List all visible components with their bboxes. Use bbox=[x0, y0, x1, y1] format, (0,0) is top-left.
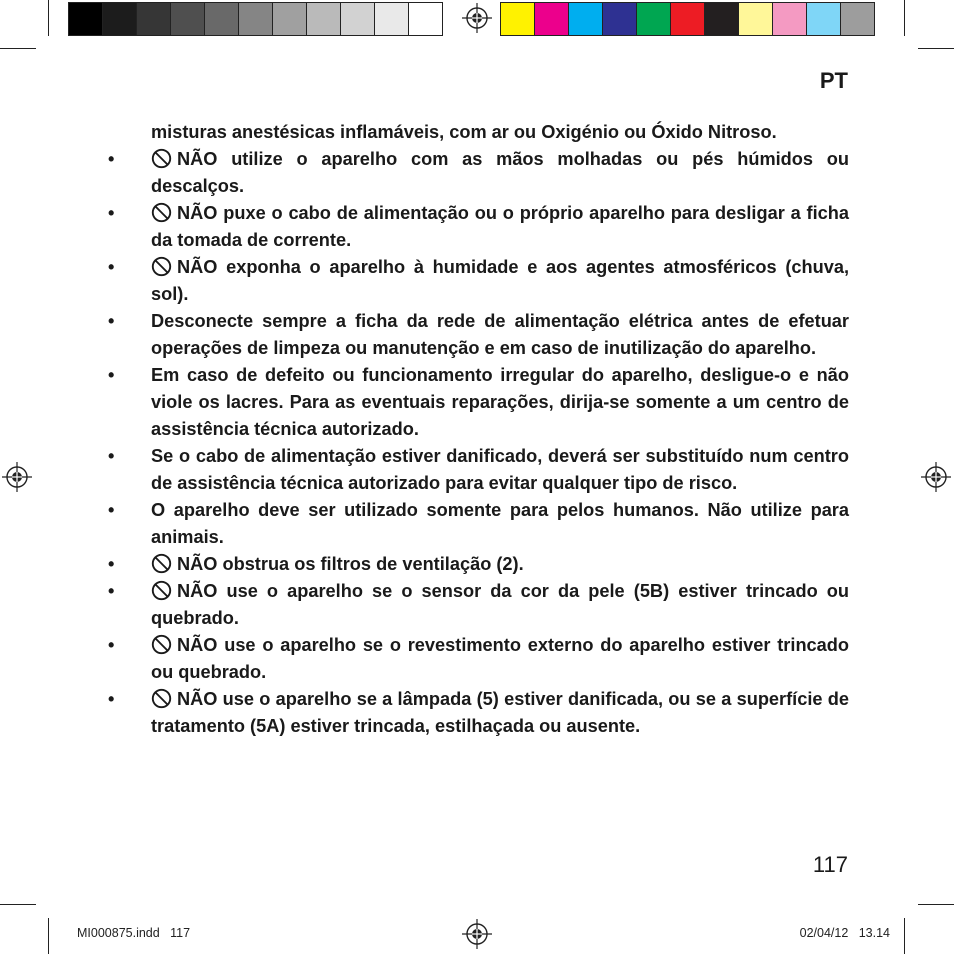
safety-warnings-text bbox=[108, 119, 849, 740]
color-swatch bbox=[807, 3, 841, 35]
list-item bbox=[108, 308, 849, 362]
prohibition-icon bbox=[151, 688, 172, 709]
crop-mark-bottom-right-h bbox=[918, 904, 954, 905]
list-item bbox=[108, 362, 849, 443]
color-swatch bbox=[205, 3, 239, 35]
crop-mark-bottom-left-h bbox=[0, 904, 36, 905]
list-item-text: NÃO puxe o cabo de alimentação ou o próprio aparelho para desligar a ficha da tomada de corrente. bbox=[151, 203, 849, 250]
list-item bbox=[108, 497, 849, 551]
bullet: • bbox=[108, 311, 115, 331]
prohibition-icon bbox=[151, 202, 172, 223]
slug-date-time: 02/04/12 13.14 bbox=[799, 926, 890, 940]
list-item-text: NÃO obstrua os filtros de ventilação (2). bbox=[177, 554, 524, 574]
list-item-text: O aparelho deve ser utilizado somente para pelos humanos. Não utilize para animais. bbox=[151, 500, 849, 547]
crop-mark-top-left-v bbox=[48, 0, 49, 36]
list-item bbox=[108, 578, 849, 632]
list-item-text: NÃO exponha o aparelho à humidade e aos agentes atmosféricos (chuva, sol). bbox=[151, 257, 849, 304]
color-swatch bbox=[603, 3, 637, 35]
color-swatch bbox=[705, 3, 739, 35]
crop-mark-top-right-h bbox=[918, 48, 954, 49]
color-swatch bbox=[273, 3, 307, 35]
registration-mark-left-icon bbox=[1, 461, 33, 493]
color-swatch bbox=[171, 3, 205, 35]
color-swatch bbox=[535, 3, 569, 35]
bullet: • bbox=[108, 446, 115, 466]
bullet: • bbox=[108, 635, 115, 655]
list-item bbox=[108, 551, 849, 578]
list-item bbox=[108, 254, 849, 308]
color-swatch bbox=[103, 3, 137, 35]
crop-mark-bottom-left-v bbox=[48, 918, 49, 954]
list-item-text: Em caso de defeito ou funcionamento irregular do aparelho, desligue-o e não viole os lacres. Para as eventuais reparações, dirija-se somente a um centro de assistência técnica autorizado. bbox=[151, 365, 849, 439]
slug-file-info: MI000875.indd 117 bbox=[77, 926, 191, 940]
list-item bbox=[108, 443, 849, 497]
bullet: • bbox=[108, 689, 115, 709]
color-swatch bbox=[341, 3, 375, 35]
color-swatch bbox=[137, 3, 171, 35]
list-item-text: NÃO utilize o aparelho com as mãos molhadas ou pés húmidos ou descalços. bbox=[151, 149, 849, 196]
color-swatch bbox=[569, 3, 603, 35]
prohibition-icon bbox=[151, 553, 172, 574]
warning-list bbox=[108, 146, 849, 740]
color-swatch bbox=[69, 3, 103, 35]
color-swatch bbox=[841, 3, 874, 35]
list-item-text: NÃO use o aparelho se o revestimento externo do aparelho estiver trincado ou quebrado. bbox=[151, 635, 849, 682]
crop-mark-top-left-h bbox=[0, 48, 36, 49]
color-swatch bbox=[307, 3, 341, 35]
list-item-text: Desconecte sempre a ficha da rede de alimentação elétrica antes de efetuar operações de limpeza ou manutenção e em caso de inutilização do aparelho. bbox=[151, 311, 849, 358]
color-swatch bbox=[375, 3, 409, 35]
process-color-bar bbox=[500, 2, 875, 36]
bullet: • bbox=[108, 257, 115, 277]
registration-mark-right-icon bbox=[920, 461, 952, 493]
page-number: 117 bbox=[812, 852, 848, 877]
bullet: • bbox=[108, 581, 115, 601]
bullet: • bbox=[108, 365, 115, 385]
list-item bbox=[108, 200, 849, 254]
prohibition-icon bbox=[151, 580, 172, 601]
color-swatch bbox=[773, 3, 807, 35]
prohibition-icon bbox=[151, 256, 172, 277]
bullet: • bbox=[108, 500, 115, 520]
grayscale-color-bar bbox=[68, 2, 443, 36]
color-swatch bbox=[637, 3, 671, 35]
prohibition-icon bbox=[151, 634, 172, 655]
crop-mark-top-right-v bbox=[904, 0, 905, 36]
list-item bbox=[108, 632, 849, 686]
registration-mark-bottom-icon bbox=[461, 918, 493, 950]
list-item-text: NÃO use o aparelho se o sensor da cor da pele (5B) estiver trincado ou quebrado. bbox=[151, 581, 849, 628]
color-swatch bbox=[501, 3, 535, 35]
color-swatch bbox=[239, 3, 273, 35]
color-swatch bbox=[671, 3, 705, 35]
prohibition-icon bbox=[151, 148, 172, 169]
list-item bbox=[108, 146, 849, 200]
language-code: PT bbox=[819, 68, 848, 93]
list-item-text: Se o cabo de alimentação estiver danificado, deverá ser substituído num centro de assistência técnica autorizado para evitar qualquer tipo de risco. bbox=[151, 446, 849, 493]
list-item bbox=[108, 686, 849, 740]
color-swatch bbox=[739, 3, 773, 35]
registration-mark-top-icon bbox=[461, 2, 493, 34]
color-swatch bbox=[409, 3, 442, 35]
bullet: • bbox=[108, 149, 115, 169]
continuation-paragraph: misturas anestésicas inflamáveis, com ar ou Oxigénio ou Óxido Nitroso. bbox=[151, 122, 777, 142]
list-item-text: NÃO use o aparelho se a lâmpada (5) estiver danificada, ou se a superfície de tratamento (5A) estiver trincada, estilhaçada ou ausente. bbox=[151, 689, 849, 736]
crop-mark-bottom-right-v bbox=[904, 918, 905, 954]
bullet: • bbox=[108, 203, 115, 223]
bullet: • bbox=[108, 554, 115, 574]
